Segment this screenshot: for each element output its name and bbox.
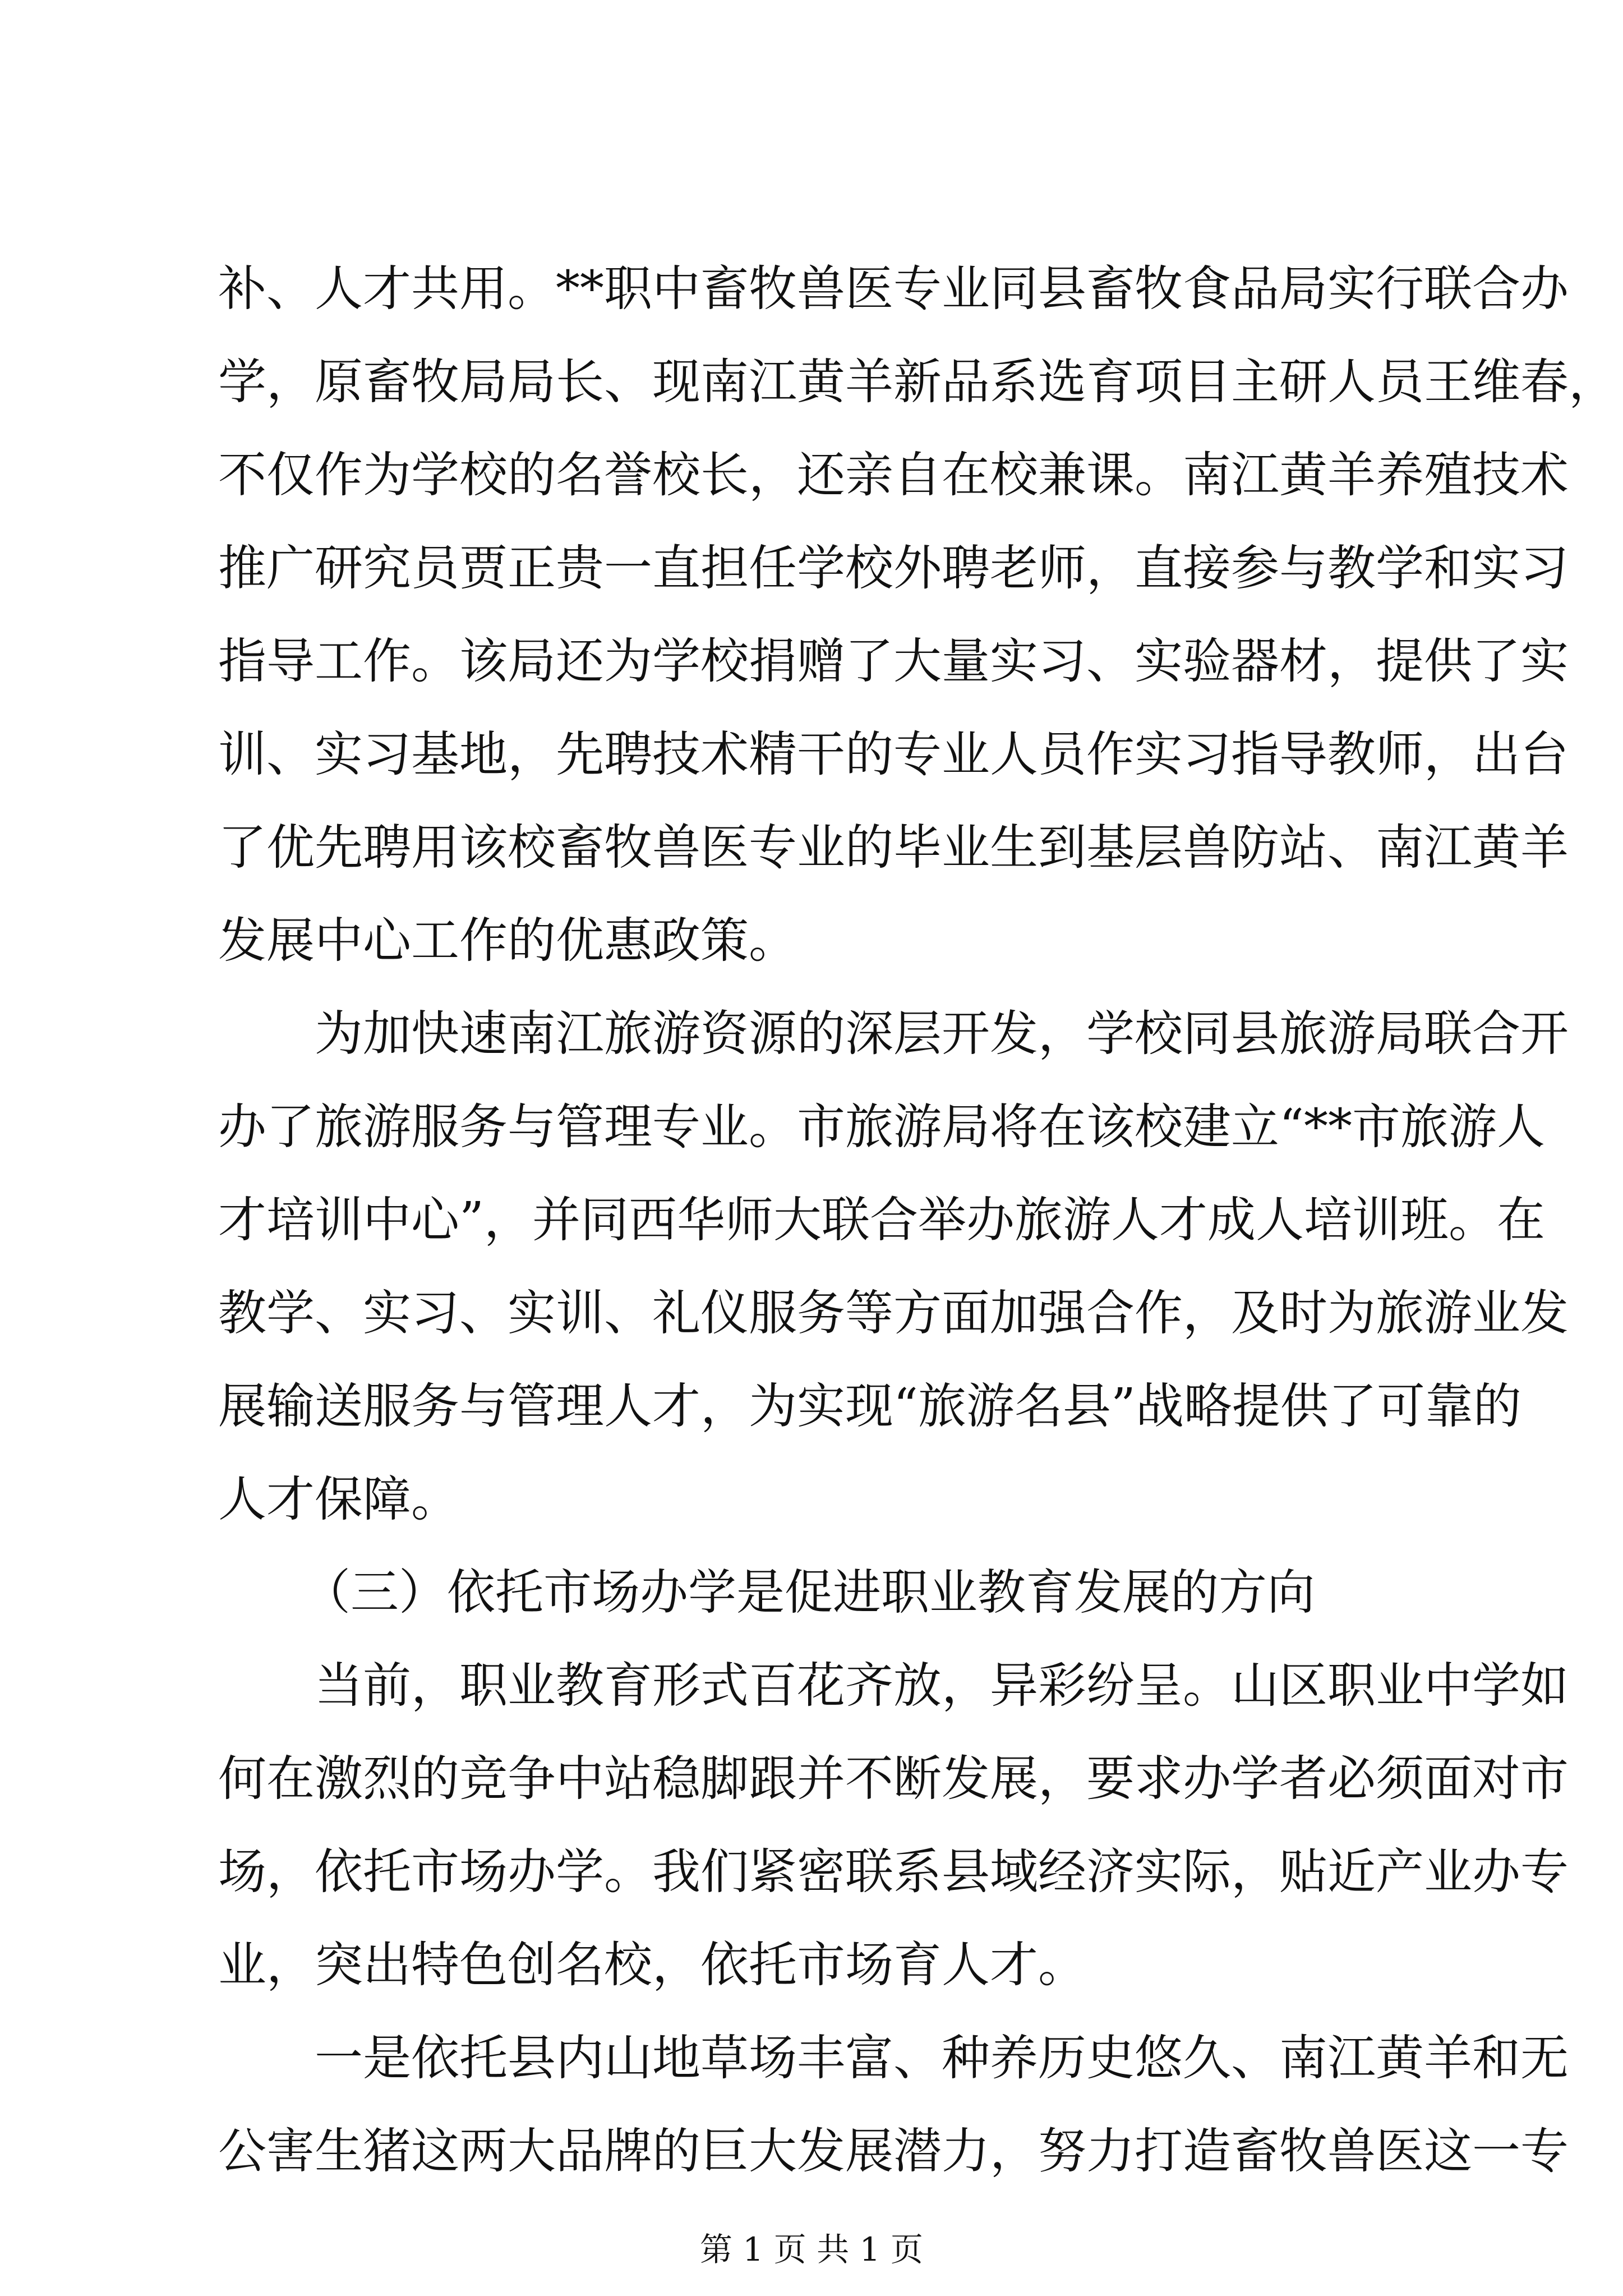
text-line: 不仅作为学校的名誉校长，还亲自在校兼课。南江黄羊养殖技术 [218, 447, 1569, 503]
text-line: 指导工作。该局还为学校捐赠了大量实习、实验器材，提供了实 [218, 633, 1569, 689]
text-line: 人才保障。 [218, 1471, 459, 1527]
text-line: 当前，职业教育形式百花齐放，异彩纷呈。山区职业中学如 [315, 1658, 1569, 1714]
text-line: 学，原畜牧局局长、现南江黄羊新品系选育项目主研人员王维春， [218, 354, 1617, 410]
text-line: 展输送服务与管理人才，为实现“旅游名县”战略提供了可靠的 [218, 1378, 1521, 1434]
text-line: 公害生猪这两大品牌的巨大发展潜力，努力打造畜牧兽医这一专 [218, 2123, 1569, 2179]
section-heading: （三）依托市场办学是促进职业教育发展的方向 [302, 1565, 1315, 1621]
text-line: 何在激烈的竞争中站稳脚跟并不断发展，要求办学者必须面对市 [218, 1751, 1569, 1807]
text-line: 为加快速南江旅游资源的深层开发，学校同县旅游局联合开 [315, 1006, 1569, 1062]
text-line: 训、实习基地，先聘技术精干的专业人员作实习指导教师，出台 [218, 726, 1569, 783]
text-line: 一是依托县内山地草场丰富、种养历史悠久、南江黄羊和无 [315, 2030, 1569, 2086]
text-line: 了优先聘用该校畜牧兽医专业的毕业生到基层兽防站、南江黄羊 [218, 820, 1569, 876]
text-line: 补、人才共用。**职中畜牧兽医专业同县畜牧食品局实行联合办 [218, 261, 1569, 317]
text-line: 场，依托市场办学。我们紧密联系县域经济实际，贴近产业办专 [218, 1844, 1569, 1900]
text-line: 发展中心工作的优惠政策。 [218, 913, 797, 969]
text-line: 教学、实习、实训、礼仪服务等方面加强合作，及时为旅游业发 [218, 1285, 1569, 1341]
page-footer: 第 1 页 共 1 页 [700, 2230, 923, 2269]
text-line: 推广研究员贾正贵一直担任学校外聘老师，直接参与教学和实习 [218, 540, 1569, 596]
text-line: 才培训中心”，并同西华师大联合举办旅游人才成人培训班。在 [218, 1192, 1545, 1248]
text-line: 业，突出特色创名校，依托市场育人才。 [218, 1937, 1086, 1993]
text-line: 办了旅游服务与管理专业。市旅游局将在该校建立“**市旅游人 [218, 1099, 1545, 1155]
